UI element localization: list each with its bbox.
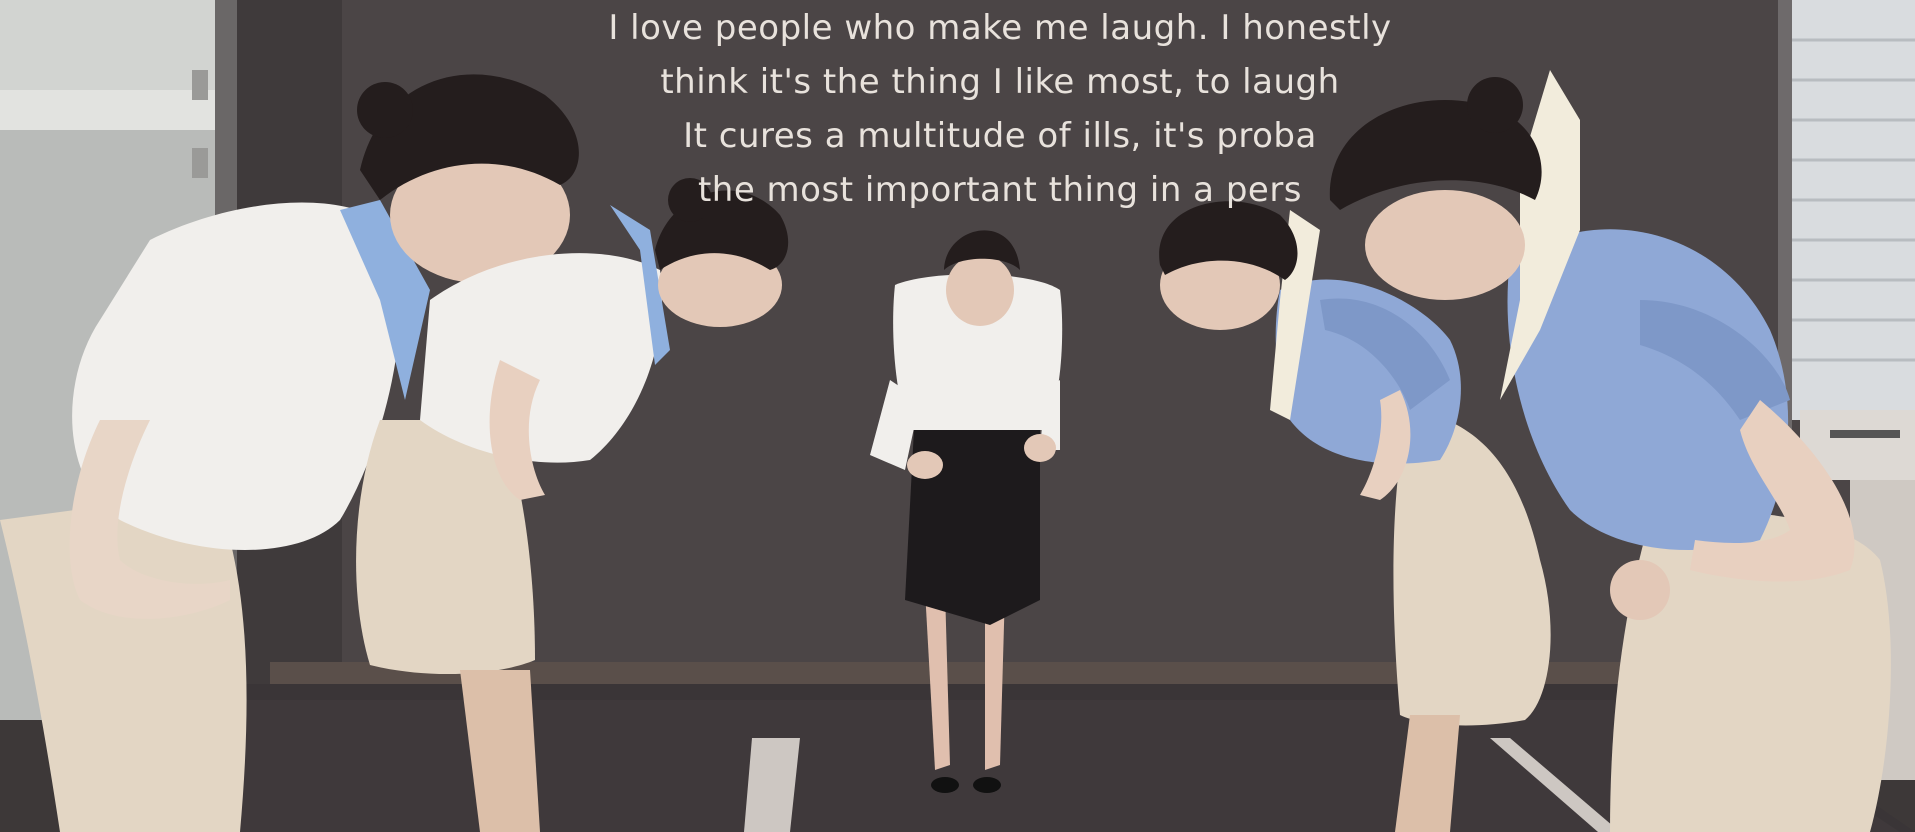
window-blinds xyxy=(1790,0,1915,420)
wall-quote-line-1: I love people who make me laugh. I honestly xyxy=(608,8,1392,48)
wall-quote-line-2: think it's the thing I like most, to laugh xyxy=(660,62,1340,102)
wall-quote-line-3: It cures a multitude of ills, it's proba xyxy=(683,116,1317,156)
wall-quote-line-4: the most important thing in a pers xyxy=(697,170,1303,210)
